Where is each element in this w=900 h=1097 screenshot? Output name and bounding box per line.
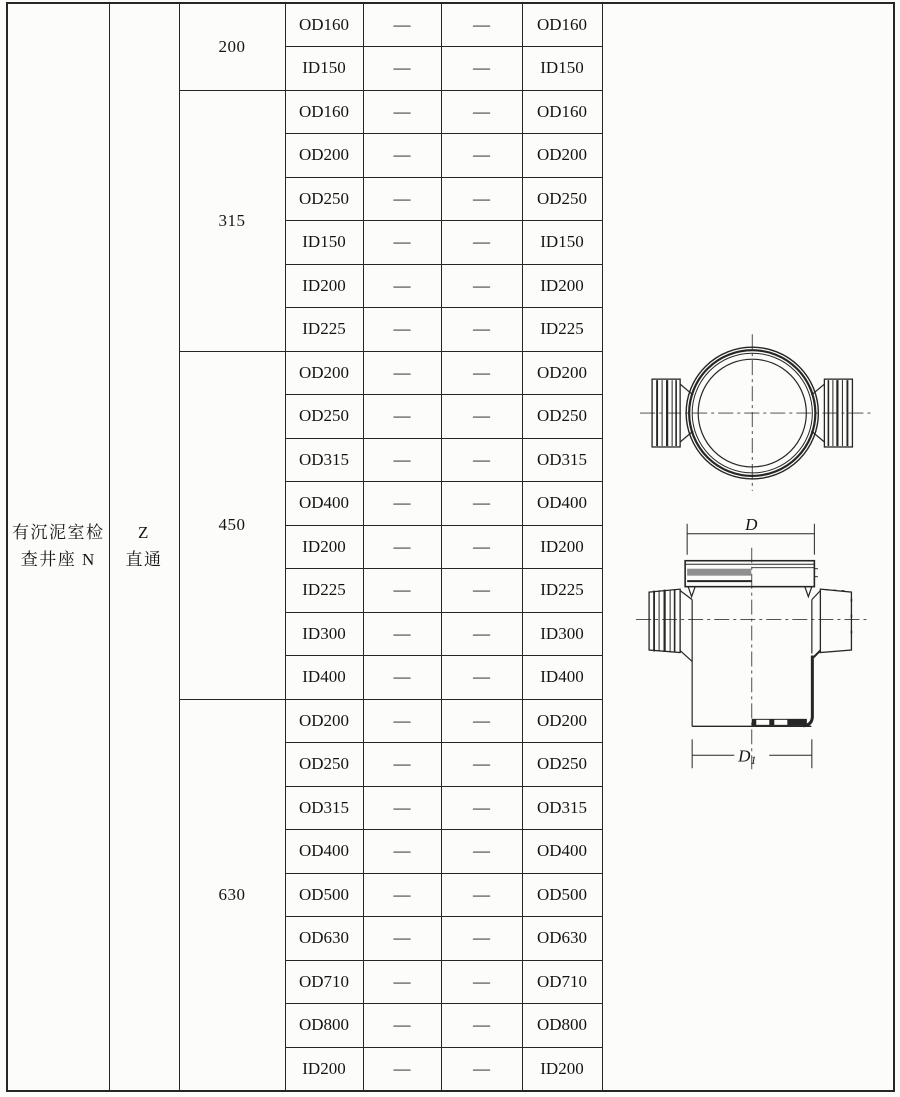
cell-connection-left: OD250 [285, 395, 363, 439]
drawing-side-view [636, 515, 868, 769]
cell-connection-left: ID225 [285, 308, 363, 352]
cell-product-code [109, 3, 179, 1091]
cell-empty-dash: — [441, 438, 522, 482]
product-code-line2: 直通 [125, 549, 163, 569]
cell-riser-size: 630 [179, 699, 285, 1091]
cell-connection-right: ID400 [522, 656, 602, 700]
cell-empty-dash: — [441, 830, 522, 874]
cell-connection-right: ID300 [522, 612, 602, 656]
cell-riser-size: 200 [179, 3, 285, 90]
cell-connection-right: OD400 [522, 830, 602, 874]
side-right-socket-icon [811, 589, 851, 657]
cell-connection-left: OD250 [285, 743, 363, 787]
table-row [7, 3, 894, 47]
cell-connection-right: OD315 [522, 438, 602, 482]
drawing-plan-view [640, 334, 870, 491]
cell-connection-left: OD400 [285, 482, 363, 526]
cell-empty-dash: — [363, 308, 441, 352]
cell-connection-right: ID200 [522, 525, 602, 569]
cell-connection-right: OD250 [522, 743, 602, 787]
cell-empty-dash: — [363, 786, 441, 830]
cell-empty-dash: — [363, 438, 441, 482]
cell-empty-dash: — [441, 525, 522, 569]
cell-empty-dash: — [441, 656, 522, 700]
cell-connection-right: ID150 [522, 47, 602, 91]
cell-product-name [7, 3, 109, 1091]
cell-connection-left: ID200 [285, 525, 363, 569]
cell-connection-left: OD630 [285, 917, 363, 961]
cell-connection-right: ID225 [522, 569, 602, 613]
cell-empty-dash: — [363, 221, 441, 265]
cell-empty-dash: — [441, 699, 522, 743]
cell-riser-size: 450 [179, 351, 285, 699]
cell-connection-left: OD200 [285, 699, 363, 743]
cell-connection-left: ID300 [285, 612, 363, 656]
cell-connection-right: ID225 [522, 308, 602, 352]
cell-empty-dash: — [441, 134, 522, 178]
cell-empty-dash: — [363, 569, 441, 613]
cell-connection-right: ID200 [522, 1047, 602, 1091]
cell-connection-right: OD160 [522, 90, 602, 134]
cell-empty-dash: — [441, 47, 522, 91]
cell-empty-dash: — [363, 47, 441, 91]
cell-empty-dash: — [363, 395, 441, 439]
cell-empty-dash: — [441, 308, 522, 352]
cell-connection-right: OD710 [522, 960, 602, 1004]
cell-empty-dash: — [441, 395, 522, 439]
cell-empty-dash: — [441, 786, 522, 830]
cell-connection-right: ID200 [522, 264, 602, 308]
product-name-line1: 有沉泥室检 [12, 523, 105, 543]
dim-label-d1: D1 [737, 746, 756, 768]
cell-empty-dash: — [441, 177, 522, 221]
cell-connection-right: OD400 [522, 482, 602, 526]
cell-connection-left: ID200 [285, 1047, 363, 1091]
cell-connection-right: OD250 [522, 177, 602, 221]
cell-connection-left: OD315 [285, 786, 363, 830]
cell-empty-dash: — [441, 264, 522, 308]
cell-connection-right: OD200 [522, 699, 602, 743]
side-left-socket-icon [649, 589, 692, 661]
cell-connection-right: OD250 [522, 395, 602, 439]
cell-connection-right: OD160 [522, 3, 602, 47]
cell-connection-left: OD400 [285, 830, 363, 874]
cell-empty-dash: — [441, 1047, 522, 1091]
cell-connection-left: OD250 [285, 177, 363, 221]
cell-connection-left: OD160 [285, 3, 363, 47]
dim-label-d: D [744, 514, 757, 534]
cell-empty-dash: — [441, 1004, 522, 1048]
cell-connection-right: OD500 [522, 873, 602, 917]
cell-connection-right: ID150 [522, 221, 602, 265]
cell-empty-dash: — [363, 1047, 441, 1091]
cell-connection-left: OD315 [285, 438, 363, 482]
cell-empty-dash: — [363, 1004, 441, 1048]
cell-empty-dash: — [363, 699, 441, 743]
cell-connection-right: OD200 [522, 134, 602, 178]
cell-connection-right: OD200 [522, 351, 602, 395]
cell-connection-left: ID150 [285, 47, 363, 91]
cell-empty-dash: — [363, 134, 441, 178]
cell-connection-left: ID225 [285, 569, 363, 613]
cell-empty-dash: — [363, 264, 441, 308]
spec-table-body [7, 3, 894, 1091]
cell-connection-left: ID200 [285, 264, 363, 308]
cell-empty-dash: — [441, 482, 522, 526]
cell-connection-right: OD630 [522, 917, 602, 961]
cell-empty-dash: — [441, 351, 522, 395]
cell-empty-dash: — [363, 612, 441, 656]
cell-connection-left: ID400 [285, 656, 363, 700]
cell-drawing [602, 3, 894, 1091]
cell-empty-dash: — [363, 743, 441, 787]
cell-empty-dash: — [363, 917, 441, 961]
cell-connection-left: OD500 [285, 873, 363, 917]
cell-empty-dash: — [363, 3, 441, 47]
cell-connection-left: OD200 [285, 134, 363, 178]
cell-empty-dash: — [441, 960, 522, 1004]
product-name-line2: 查井座 N [20, 549, 96, 569]
cell-empty-dash: — [441, 3, 522, 47]
cell-empty-dash: — [363, 873, 441, 917]
cell-connection-left: OD160 [285, 90, 363, 134]
cell-empty-dash: — [363, 177, 441, 221]
pipe-fitting-spec-table [6, 2, 895, 1092]
cell-empty-dash: — [363, 351, 441, 395]
cell-riser-size: 315 [179, 90, 285, 351]
cell-connection-right: OD315 [522, 786, 602, 830]
cell-connection-left: OD710 [285, 960, 363, 1004]
cell-empty-dash: — [441, 569, 522, 613]
cell-connection-left: OD800 [285, 1004, 363, 1048]
cell-empty-dash: — [363, 525, 441, 569]
cell-empty-dash: — [441, 221, 522, 265]
technical-drawing [603, 4, 894, 1090]
cell-empty-dash: — [363, 960, 441, 1004]
cell-empty-dash: — [441, 612, 522, 656]
cell-empty-dash: — [363, 830, 441, 874]
cell-connection-left: OD200 [285, 351, 363, 395]
product-code-line1: Z [138, 523, 150, 543]
cell-empty-dash: — [363, 482, 441, 526]
cell-connection-left: ID150 [285, 221, 363, 265]
cell-empty-dash: — [441, 873, 522, 917]
cell-empty-dash: — [363, 656, 441, 700]
cell-empty-dash: — [441, 917, 522, 961]
cell-connection-right: OD800 [522, 1004, 602, 1048]
cell-empty-dash: — [441, 90, 522, 134]
cell-empty-dash: — [441, 743, 522, 787]
cell-empty-dash: — [363, 90, 441, 134]
